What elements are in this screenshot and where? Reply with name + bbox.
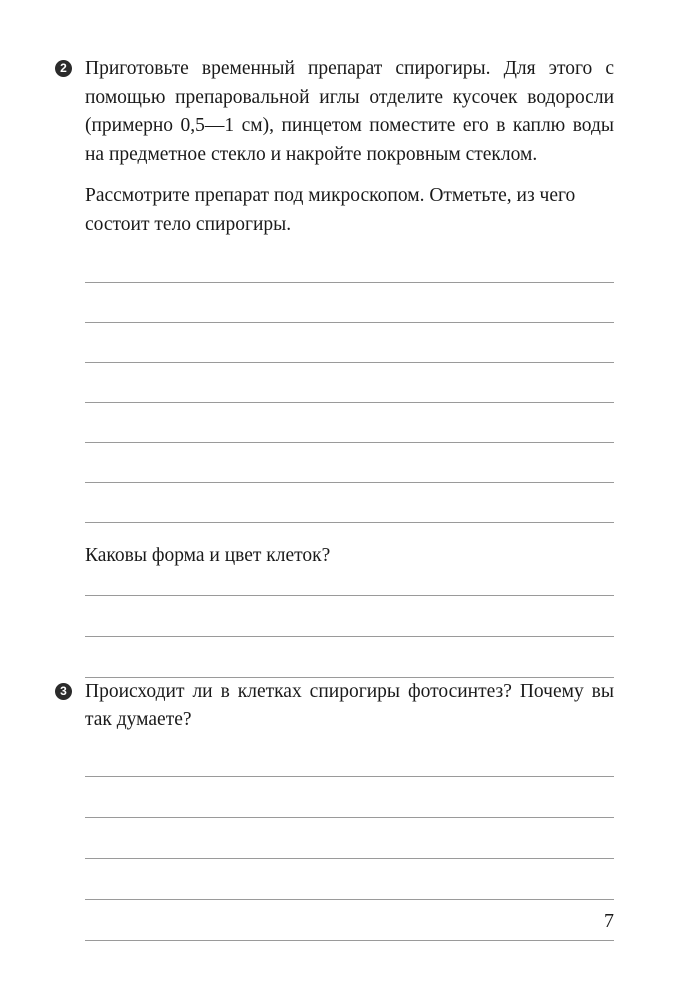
task-2-paragraph-2: Рассмотрите препарат под микроскопом. Отметьте, из чего состоит тело спирогиры. (85, 185, 576, 235)
answer-line[interactable] (85, 522, 614, 523)
answer-line[interactable] (85, 282, 614, 283)
task-2-answer-lines[interactable] (85, 282, 614, 523)
task-marker-3: 3 (55, 683, 72, 700)
page-number: 7 (604, 910, 614, 932)
answer-line[interactable] (85, 482, 614, 483)
task-block-2 (60, 55, 614, 239)
answer-line[interactable] (85, 817, 614, 818)
content-column (60, 55, 614, 941)
task-2-sub-prompt: Каковы форма и цвет клеток? (85, 545, 331, 566)
task-2-paragraph-1: Приготовьте временный препарат спирогиры. Для этого с помощью препаровальной иглы отделите кусочек водоросли (примерно 0,5—1 см), пинцетом поместите его в каплю воды на предметное стекло и накройте покровным стеклом. (85, 58, 614, 165)
answer-line[interactable] (85, 858, 614, 859)
answer-line[interactable] (85, 636, 614, 637)
task-marker-2: 2 (55, 60, 72, 77)
task-3-paragraph-1: Происходит ли в клетках спирогиры фотосинтез? Почему вы так думаете? (85, 680, 614, 730)
answer-line[interactable] (85, 322, 614, 323)
answer-line[interactable] (85, 362, 614, 363)
answer-line[interactable] (85, 940, 614, 941)
answer-line[interactable] (85, 442, 614, 443)
answer-line[interactable] (85, 899, 614, 900)
answer-line[interactable] (85, 776, 614, 777)
answer-line[interactable] (85, 402, 614, 403)
task-block-3 (60, 678, 614, 735)
task-2-sub-answer-lines[interactable] (85, 595, 614, 678)
answer-line[interactable] (85, 595, 614, 596)
task-3-answer-lines[interactable] (85, 776, 614, 941)
